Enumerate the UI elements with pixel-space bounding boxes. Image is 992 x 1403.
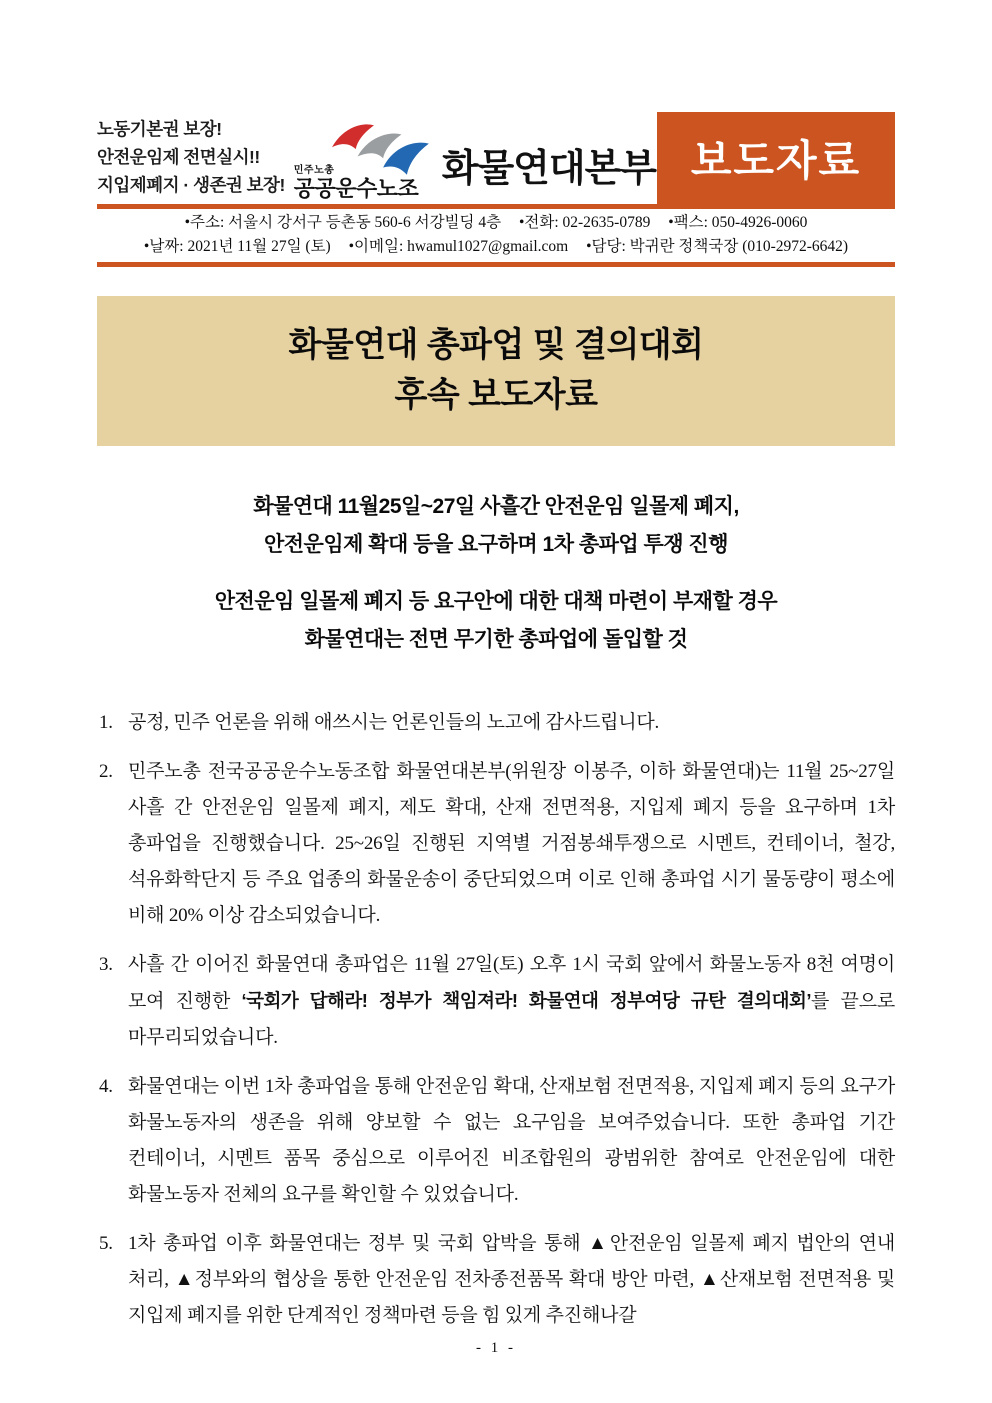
slogan-line-1: 노동기본권 보장! bbox=[97, 119, 222, 139]
contact-line-2 bbox=[97, 235, 895, 259]
subheadline-2-line-2: 화물연대는 전면 무기한 총파업에 돌입할 것 bbox=[304, 628, 688, 651]
org-name: 화물연대본부 bbox=[441, 148, 657, 190]
paragraph-4-text: 화물연대는 이번 1차 총파업을 통해 안전운임 확대, 산재보험 전면적용, 지입제 폐지 등의 요구가 화물노동자의 생존을 위해 양보할 수 없는 요구임을 보여주었습니다. 또한 총파업 기간 컨테이너, 시멘트 품목 중심으로 이루어진 비조합원의 광범위한 참여로 안전운임에 대한 화물노동자 전체의 요구를 확인할 수 있었습니다. bbox=[128, 1076, 895, 1205]
contact-info bbox=[97, 209, 895, 262]
slogan-line-3: 지입제폐지 · 생존권 보장! bbox=[97, 175, 285, 195]
paragraph-2-text: 민주노총 전국공공운수노동조합 화물연대본부(위원장 이봉주, 이하 화물연대)는 11월 25~27일 사흘 간 안전운임 일몰제 폐지, 제도 확대, 산재 전면적용, 지입제 폐지 등을 요구하며 1차 총파업을 진행했습니다. 25~26일 진행된 지역별 거점봉쇄투쟁으로 시멘트, 컨테이너, 철강, 석유화학단지 등 주요 업종의 화물운송이 중단되었으며 이로 인해 총파업 시기 물동량이 평소에 비해 20% 이상 감소되었습니다. bbox=[128, 761, 895, 926]
paragraph-5-number: 5. bbox=[99, 1233, 113, 1254]
contact-address: •주소: 서울시 강서구 등촌동 560-6 서강빌딩 4층 bbox=[184, 214, 502, 231]
federation-name: 민주노총 bbox=[293, 165, 335, 177]
slogan-line-2: 안전운임제 전면실시!! bbox=[97, 147, 260, 167]
page-number: - 1 - bbox=[476, 1340, 516, 1356]
union-logo-mark bbox=[294, 116, 432, 200]
body-paragraphs bbox=[97, 705, 895, 1334]
divider-bottom bbox=[97, 262, 895, 267]
union-logo bbox=[294, 112, 656, 204]
paragraph-4-number: 4. bbox=[99, 1076, 113, 1097]
slogan-block bbox=[97, 112, 285, 204]
title-line-2: 후속 보도자료 bbox=[394, 376, 598, 414]
subheadline-2-line-1: 안전운임 일몰제 폐지 등 요구안에 대한 대책 마련이 부재할 경우 bbox=[214, 590, 778, 613]
subheadline-2 bbox=[97, 583, 895, 659]
paragraph-3 bbox=[97, 947, 895, 1056]
contact-date: •날짜: 2021년 11월 27일 (토) bbox=[143, 238, 331, 255]
union-logo-text bbox=[294, 166, 419, 200]
contact-email: •이메일: hwamul1027@gmail.com bbox=[348, 238, 569, 255]
contact-fax: •팩스: 050-4926-0060 bbox=[668, 214, 808, 231]
masthead bbox=[97, 112, 895, 204]
paragraph-4 bbox=[97, 1069, 895, 1213]
paragraph-5-text: 1차 총파업 이후 화물연대는 정부 및 국회 압박을 통해 ▲안전운임 일몰제 폐지 법안의 연내 처리, ▲정부와의 협상을 통한 안전운임 전차종전품목 확대 방안 마련, ▲산재보험 전면적용 및 지입제 폐지를 위한 단계적인 정책마련 등을 힘 있게 추진해나갈 bbox=[128, 1233, 895, 1326]
contact-person: •담당: 박귀란 정책국장 (010-2972-6642) bbox=[586, 238, 849, 255]
subheadline-1-line-2: 안전운임제 확대 등을 요구하며 1차 총파업 투쟁 진행 bbox=[263, 533, 729, 556]
union-name: 공공운수노조 bbox=[293, 175, 419, 201]
paragraph-3-text-post: 를 끝으로 마무리되었습니다. bbox=[128, 991, 895, 1048]
subheadline-1-line-1: 화물연대 11월25일~27일 사흘간 안전운임 일몰제 폐지, bbox=[253, 495, 739, 518]
paragraph-1-number: 1. bbox=[99, 712, 113, 733]
paragraph-5 bbox=[97, 1226, 895, 1334]
press-release-badge-label: 보도자료 bbox=[690, 137, 862, 184]
paragraph-2 bbox=[97, 754, 895, 934]
paragraph-2-number: 2. bbox=[99, 761, 113, 782]
contact-line-1 bbox=[97, 211, 895, 235]
paragraph-1-text: 공정, 민주 언론을 위해 애쓰시는 언론인들의 노고에 감사드립니다. bbox=[128, 712, 660, 733]
press-release-badge bbox=[657, 112, 895, 204]
contact-phone: •전화: 02-2635-0789 bbox=[518, 214, 651, 231]
paragraph-1 bbox=[97, 705, 895, 741]
paragraph-3-number: 3. bbox=[99, 954, 113, 975]
paragraph-3-text-bold: ‘국회가 답해라! 정부가 책임져라! 화물연대 정부여당 규탄 결의대회’ bbox=[241, 990, 812, 1011]
title-box bbox=[97, 296, 895, 446]
subheadline-1 bbox=[97, 488, 895, 564]
title-line-1: 화물연대 총파업 및 결의대회 bbox=[288, 326, 704, 364]
paragraph-3-text-pre: 사흘 간 이어진 화물연대 총파업은 11월 27일(토) 오후 1시 국회 앞에서 화물노동자 8천 여명이 모여 진행한 bbox=[128, 954, 895, 1012]
